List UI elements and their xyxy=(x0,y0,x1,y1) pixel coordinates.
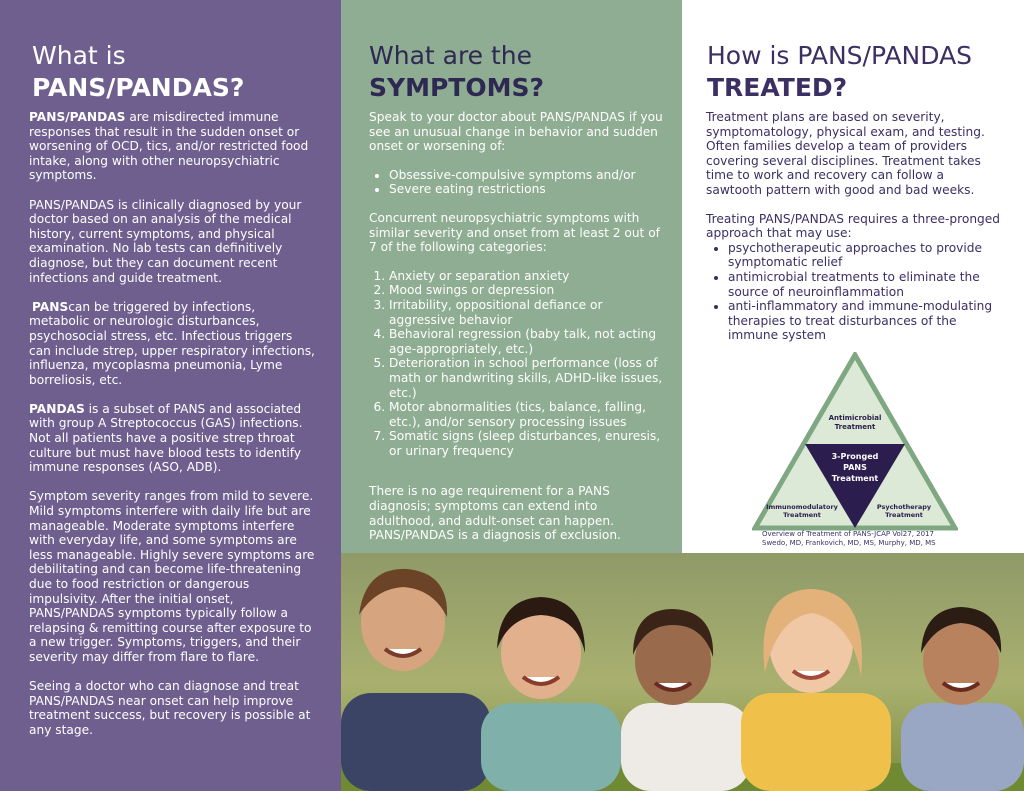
center-label-1: 3-Pronged xyxy=(831,452,879,461)
list-item: 4. Behavioral regression (baby talk, not acting age-appropriately, etc.) xyxy=(389,327,664,356)
center-label-2: PANS xyxy=(843,463,867,472)
antimicrobial-label-1: Antimicrobial xyxy=(828,414,882,422)
list-item: 5. Deterioration in school performance (loss of math or handwriting skills, ADHD-like issues, etc.) xyxy=(389,356,664,400)
children-photo xyxy=(341,553,1024,791)
psychotherapy-label-2: Treatment xyxy=(885,511,923,519)
treatment-heading-light: How is PANS/PANDAS xyxy=(707,41,973,70)
early-diagnosis-paragraph: Seeing a doctor who can diagnose and treat PANS/PANDAS near onset can help improve treatment success, but recovery is possible at any stage. xyxy=(29,679,311,737)
what-is-heading xyxy=(32,40,244,104)
what-is-heading-light: What is xyxy=(32,41,126,70)
definition-paragraph xyxy=(29,110,317,183)
list-item: • Obsessive-compulsive symptoms and/or xyxy=(389,168,664,183)
triangle-svg xyxy=(752,352,958,532)
symptoms-intro: Speak to your doctor about PANS/PANDAS if you see an unusual change in behavior and sudden onset or worsening of: xyxy=(369,110,663,154)
treatment-heading-bold: TREATED? xyxy=(707,73,848,102)
pandas-bold: PANDAS xyxy=(29,401,85,416)
concurrent-paragraph: Concurrent neuropsychiatric symptoms with similar severity and onset from at least 2 out of 7 of the following categories: xyxy=(369,210,660,255)
symptoms-heading xyxy=(369,40,544,104)
three-pronged-paragraph: Treating PANS/PANDAS requires a three-pronged approach that may use: xyxy=(706,211,1001,241)
children-illustration xyxy=(341,553,1024,791)
caption-line: Swedo, MD, Frankovich, MD, MS, Murphy, MD, MS xyxy=(762,538,936,547)
symptoms-heading-bold: SYMPTOMS? xyxy=(369,73,544,102)
treatment-plans-paragraph: Treatment plans are based on severity, symptomatology, physical exam, and testing. Often families develop a team of providers covering several disciplines. Treatment takes time to work and recovery can follow a sawtooth pattern with good and bad weeks. xyxy=(706,110,985,197)
triangle-caption xyxy=(762,530,962,547)
definition-text: are misdirected immune responses that result in the sudden onset or worsening of OCD, tics, and/or restricted food intake, along with other neuropsychiatric symptoms. xyxy=(29,110,309,183)
treatment-column xyxy=(682,0,1024,553)
what-is-body xyxy=(29,110,317,752)
list-item: 7. Somatic signs (sleep disturbances, enuresis, or urinary frequency xyxy=(389,429,664,458)
pans-triggers-paragraph xyxy=(29,300,317,388)
diagnosis-paragraph: PANS/PANDAS is clinically diagnosed by your doctor based on an analysis of the medical history, current symptoms, and physical examination. No lab tests can definitively diagnose, but they can document recent infections and guide treatment. xyxy=(29,197,302,285)
symptoms-column xyxy=(341,0,682,553)
list-item: 6. Motor abnormalities (tics, balance, falling, etc.), and/or sensory processing issues xyxy=(389,400,664,429)
caption-line: Overview of Treatment of PANS-JCAP Vol27, 2017 xyxy=(762,530,934,538)
list-item: 1. Anxiety or separation anxiety xyxy=(389,269,664,284)
center-label-3: Treatment xyxy=(831,474,879,483)
psychotherapy-label-1: Psychotherapy xyxy=(876,503,932,511)
treatment-body xyxy=(706,110,1001,343)
immunomodulatory-label-1: Immunomodulatory xyxy=(766,503,838,511)
pandas-text: is a subset of PANS and associated with group A Streptococcus (GAS) infections. Not all patients have a positive strep throat culture but must have blood tests to identify immune responses (ASO, ADB). xyxy=(29,401,303,475)
onset-list xyxy=(369,168,664,197)
categories-list xyxy=(369,269,664,459)
list-item: 3. Irritability, oppositional defiance or aggressive behavior xyxy=(389,298,664,327)
list-item: • psychotherapeutic approaches to provide symptomatic relief xyxy=(728,241,1001,270)
what-is-column xyxy=(0,0,341,791)
list-item: • anti-inflammatory and immune-modulating therapies to treat disturbances of the immune system xyxy=(728,299,1001,343)
list-item: 2. Mood swings or depression xyxy=(389,283,664,298)
what-is-heading-bold: PANS/PANDAS? xyxy=(32,73,245,102)
definition-bold: PANS/PANDAS xyxy=(29,110,126,124)
list-item: • Severe eating restrictions xyxy=(389,182,664,197)
pans-triggers-bold: PANS xyxy=(32,299,69,314)
immunomodulatory-label-2: Treatment xyxy=(783,511,821,519)
treatment-heading xyxy=(707,40,972,104)
age-requirement-paragraph: There is no age requirement for a PANS diagnosis; symptoms can extend into adulthood, and adult-onset can happen. PANS/PANDAS is a diagnosis of exclusion. xyxy=(369,484,621,543)
list-item: • antimicrobial treatments to eliminate the source of neuroinflammation xyxy=(728,270,1001,299)
antimicrobial-label-2: Treatment xyxy=(834,423,876,431)
severity-paragraph: Symptom severity ranges from mild to severe. Mild symptoms interfere with daily life but are manageable. Moderate symptoms interfere with everyday life, and some symptoms are less manageable. Highly severe symptoms are debilitating and can become life-threatening due to food restriction or dangerous impulsivity. After the initial onset, PANS/PANDAS symptoms typically follow a relapsing & remitting course after exposure to a new trigger. Symptoms, triggers, and their severity may differ from flare to flare. xyxy=(29,489,315,664)
treatment-triangle-diagram xyxy=(752,352,958,532)
symptoms-body xyxy=(369,110,664,557)
pans-triggers-text: can be triggered by infections, metabolic or neurologic disturbances, psychosocial stress, etc. Infectious triggers can include strep, upper respiratory infections, influenza, mycoplasma pneumonia, Lyme borreliosis, etc. xyxy=(29,299,315,387)
symptoms-heading-light: What are the xyxy=(369,41,533,70)
approach-list xyxy=(706,241,1001,343)
pandas-paragraph xyxy=(29,402,317,475)
